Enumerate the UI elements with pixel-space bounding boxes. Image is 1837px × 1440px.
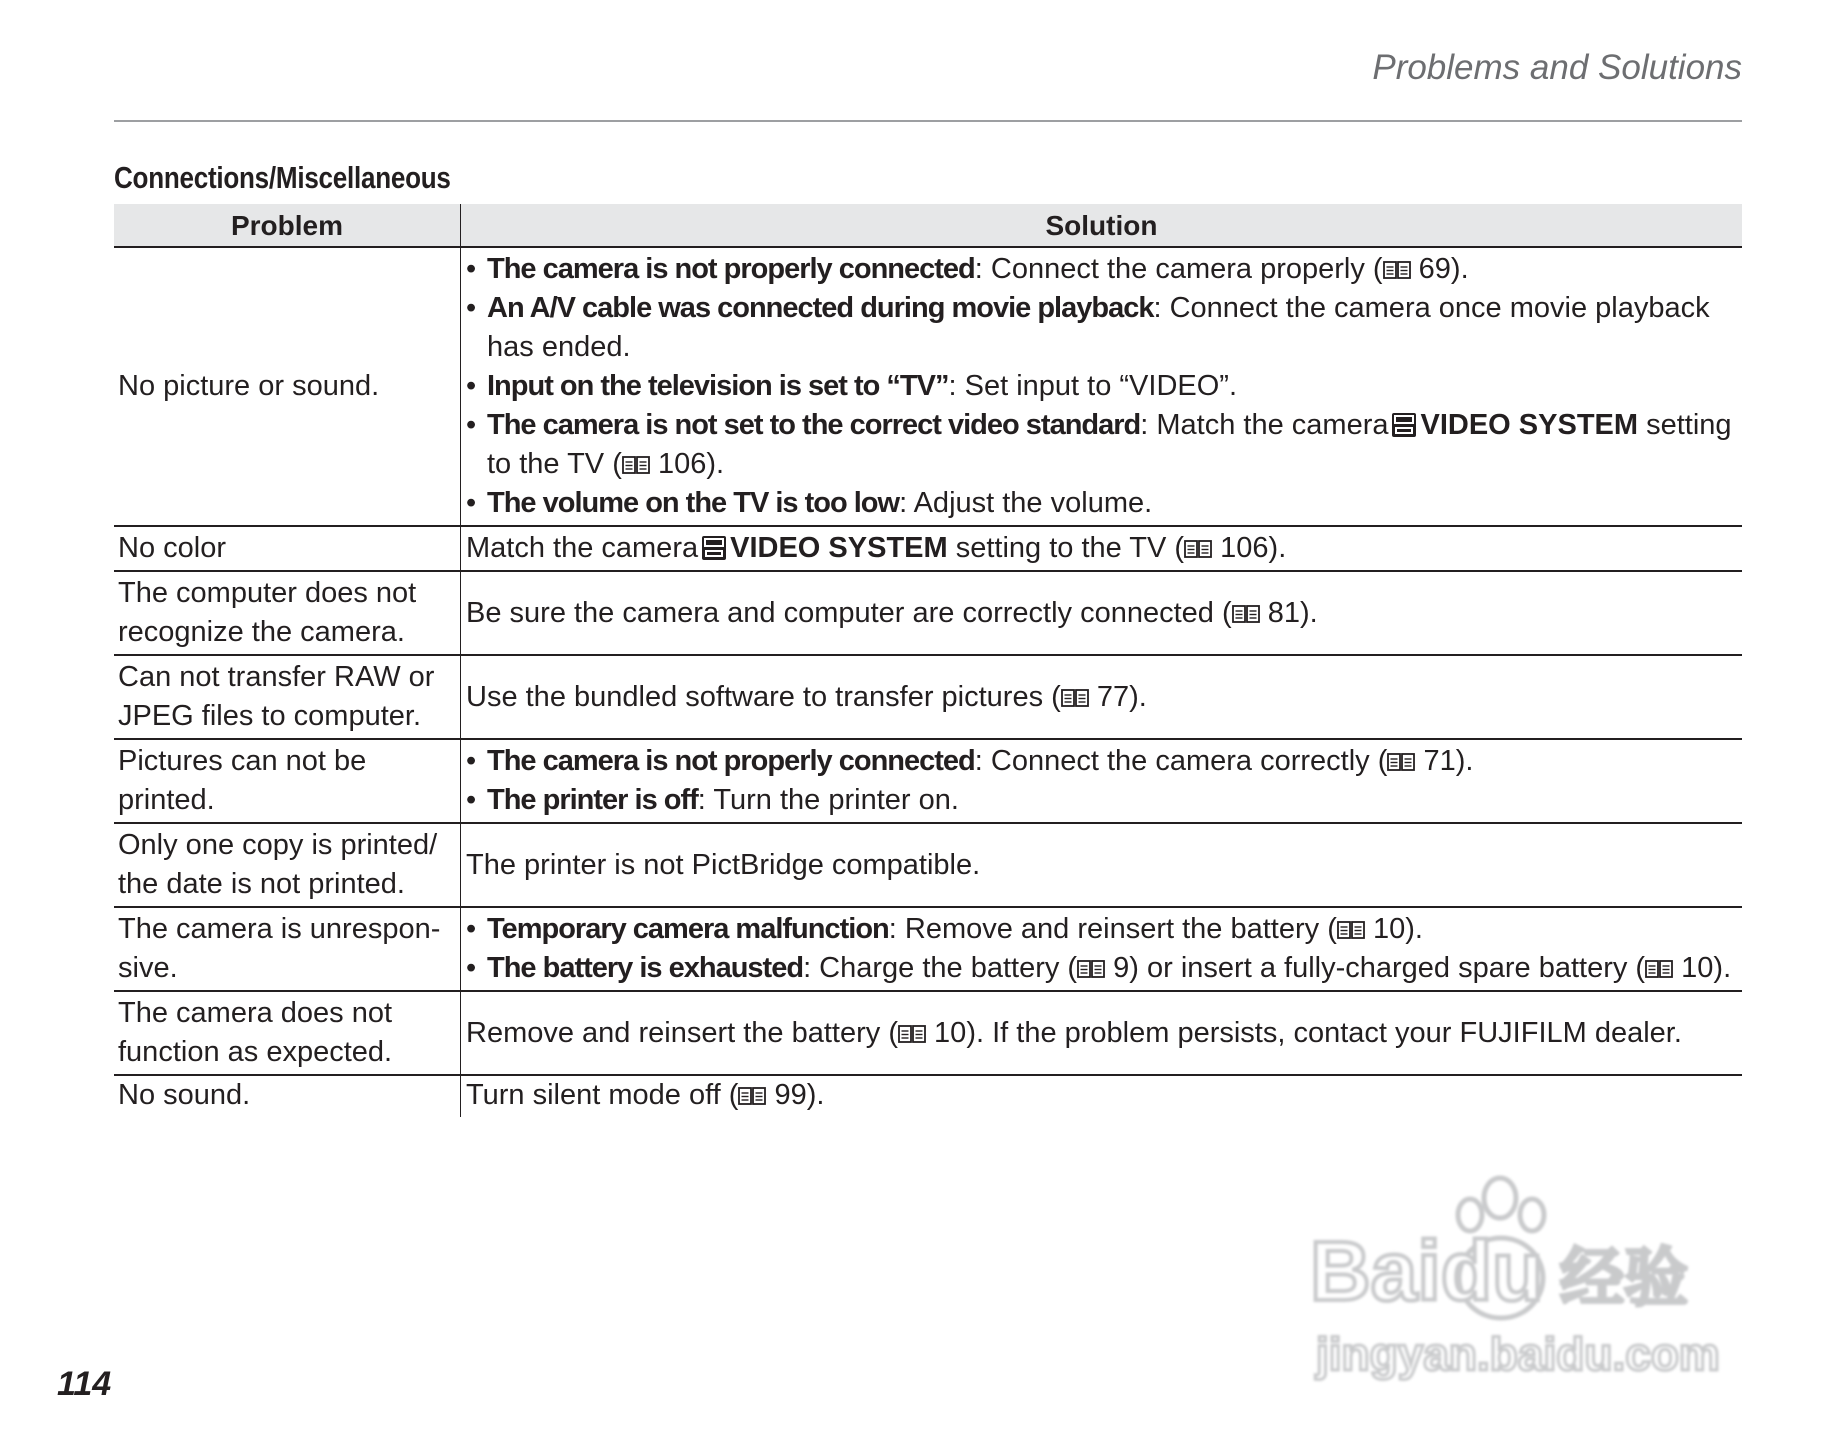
solution-cell: Be sure the camera and computer are correctly connected ( 81). [461,571,1743,655]
problem-cell: The camera is unrespon-sive. [114,907,461,991]
solution-cell [461,247,1743,526]
book-icon [622,455,650,475]
book-icon [1383,260,1411,280]
problem-cell: Pictures can not be printed. [114,739,461,823]
solution-cell [461,907,1743,991]
table-row [114,655,1742,739]
solution-item: • Input on the television is set to “TV”: Set input to “VIDEO”. [466,370,1237,402]
table-row [114,739,1742,823]
solution-item: • The camera is not set to the correct video standard: Match the camera VIDEO SYSTEM setting to the TV ( 106). [466,409,1732,480]
table-row [114,571,1742,655]
problem-cell: Only one copy is printed/ the date is not printed. [114,823,461,907]
page-number: 114 [57,1365,112,1403]
table-row [114,526,1742,571]
solution-item: • The battery is exhausted: Charge the battery ( 9) or insert a fully-charged spare battery ( 10). [466,952,1732,984]
watermark-url: jingyan.baidu.com [1316,1328,1720,1380]
solution-cell: Remove and reinsert the battery ( 10). If the problem persists, contact your FUJIFILM dealer. [461,991,1743,1075]
section-title: Connections/Miscellaneous [114,160,451,195]
problem-cell: The computer does not recognize the camera. [114,571,461,655]
header-divider [114,120,1742,122]
solution-cell: The printer is not PictBridge compatible. [461,823,1743,907]
solution-item: • The volume on the TV is too low: Adjust the volume. [466,487,1153,519]
solution-cell: Match the camera VIDEO SYSTEM setting to the TV ( 106). [461,526,1743,571]
book-icon [738,1086,766,1106]
solution-item: • The camera is not properly connected: Connect the camera correctly ( 71). [466,745,1474,777]
solution-item: • An A/V cable was connected during movie playback: Connect the camera once movie playback has ended. [466,292,1710,363]
problem-cell: The camera does not function as expected. [114,991,461,1075]
table-row [114,823,1742,907]
solution-item: • The camera is not properly connected: Connect the camera properly ( 69). [466,253,1469,285]
table-row [114,991,1742,1075]
book-icon [1061,688,1089,708]
solution-item: • The printer is off: Turn the printer on. [466,784,959,816]
column-header-problem: Problem [114,204,461,247]
book-icon [1387,752,1415,772]
table-row [114,1075,1742,1117]
book-icon [1077,959,1105,979]
book-icon [1337,920,1365,940]
book-icon [1232,604,1260,624]
baidu-jingyan-watermark [1310,1170,1750,1390]
troubleshooting-table [114,204,1742,1117]
table-row [114,247,1742,526]
table-row [114,907,1742,991]
solution-cell: Turn silent mode off ( 99). [461,1075,1743,1117]
watermark-brand: Baidu [1310,1224,1544,1318]
problem-cell: No sound. [114,1075,461,1117]
solution-cell: Use the bundled software to transfer pictures ( 77). [461,655,1743,739]
running-header: Problems and Solutions [1372,48,1742,87]
problem-cell: Can not transfer RAW or JPEG files to computer. [114,655,461,739]
book-icon [1645,959,1673,979]
problem-cell: No picture or sound. [114,247,461,526]
table-header-row [114,204,1742,247]
column-header-solution: Solution [461,204,1743,247]
problem-cell: No color [114,526,461,571]
book-icon [1184,539,1212,559]
book-icon [898,1024,926,1044]
ntsc-pal-icon [1392,413,1416,437]
solution-cell [461,739,1743,823]
watermark-service: 经验 [1560,1242,1688,1316]
solution-item: • Temporary camera malfunction: Remove and reinsert the battery ( 10). [466,913,1423,945]
ntsc-pal-icon [702,536,726,560]
